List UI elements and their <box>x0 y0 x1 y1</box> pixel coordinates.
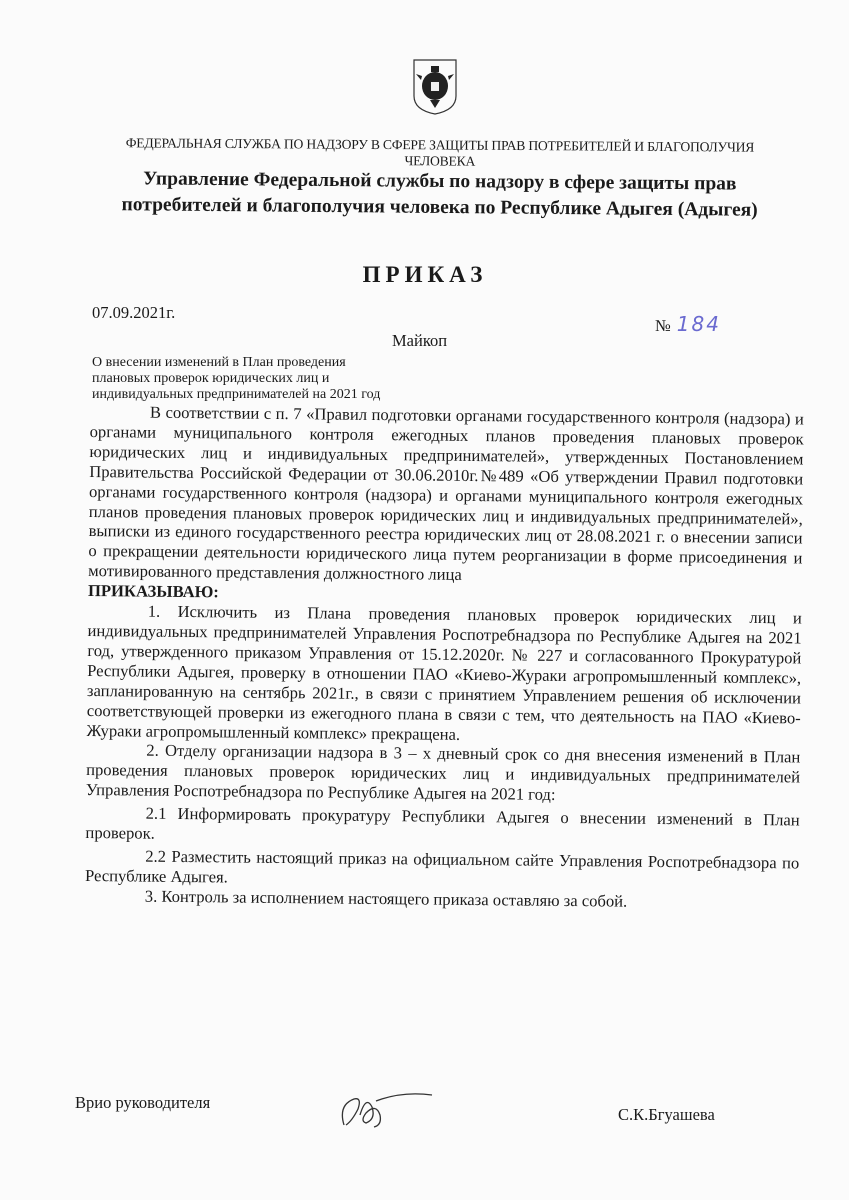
document-number <box>655 312 721 336</box>
preamble-paragraph: В соответствии с п. 7 «Правил подготовки органами государственного контроля (надзора) и органами муниципального контроля ежегодных планов проведения плановых проверок юридических лиц и индивидуальных предпринимателей», утвержденных Постановлением Правительства Российской Федерации от 30.06.2010г.№489 «Об утверждении Правил подготовки органами государственного контроля (надзора) и органами муниципального контроля ежегодных планов проведения плановых проверок юридических лиц и индивидуальных предпринимателей», выписки из единого государственного реестра юридических лиц от 28.08.2021 г. о внесении записи о прекращении деятельности юридического лица путем реорганизации в форме присоединения и мотивированного представления должностного лица <box>88 402 804 585</box>
handwritten-number: 184 <box>676 312 721 336</box>
order-item-3: 3. Контроль за исполнением настоящего приказа оставляю за собой. <box>144 886 628 911</box>
subject-line: О внесении изменений в План проведения <box>92 355 346 370</box>
document-subject <box>92 355 422 403</box>
subject-line: индивидуальных предпринимателей на 2021 год <box>92 387 381 402</box>
order-item-2: 2. Отделу организации надзора в 3 – х дневный срок со дня внесения изменений в План проведения плановых проверок юридических лиц и индивидуальных предпринимателей Управления Роспотребнадзора по Республике Адыгея на 2021 год: <box>85 741 801 805</box>
subject-line: плановых проверок юридических лиц и <box>92 371 330 386</box>
order-item-1: 1. Исключить из Плана проведения плановых проверок юридических лиц и индивидуальных предпринимателей Управления Роспотребнадзора по Республике Адыгея на 2021 год, утвержденного приказом Управления от 15.12.2020г. № 227 и согласованного Прокуратурой Республики Адыгея, проверку в отношении ПАО «Киево-Жураки агропромышленный комплекс», запланированную на сентябрь 2021г., в связи с принятием Управлением решения об исключении соответствующей проверки из ежегодного плана в связи с тем, что деятельность на ПАО «Киево-Жураки агропромышленный комплекс» прекращена. <box>86 601 802 744</box>
signatory-name: С.К.Бгуашева <box>618 1105 715 1124</box>
document-body <box>85 402 804 913</box>
order-item-2-1: 2.1 Информировать прокуратуру Республики Адыгея о внесении изменений в План проверок. <box>85 803 800 843</box>
handwritten-signature-icon <box>332 1085 442 1135</box>
department-line-1: Управление Федеральной службы по надзору в сфере защиты прав <box>143 168 737 195</box>
document-city: Майкоп <box>392 331 448 350</box>
department-name <box>100 166 780 224</box>
document-date: 07.09.2021г. <box>92 303 176 322</box>
orders-heading: ПРИКАЗЫВАЮ: <box>87 581 219 602</box>
document-title: ПРИКАЗ <box>362 262 488 287</box>
number-label: № <box>655 316 671 335</box>
agency-name: ФЕДЕРАЛЬНАЯ СЛУЖБА ПО НАДЗОРУ В СФЕРЕ ЗАЩИТЫ ПРАВ ПОТРЕБИТЕЛЕЙ И БЛАГОПОЛУЧИЯ ЧЕЛОВЕКА <box>125 135 755 169</box>
russian-coat-of-arms-icon <box>412 58 458 116</box>
order-item-2-2: 2.2 Разместить настоящий приказ на официальном сайте Управления Роспотребнадзора по Республике Адыгея. <box>84 846 800 887</box>
signatory-role: Врио руководителя <box>75 1093 211 1112</box>
department-line-2: потребителей и благополучия человека по Республике Адыгея (Адыгея) <box>121 194 758 221</box>
